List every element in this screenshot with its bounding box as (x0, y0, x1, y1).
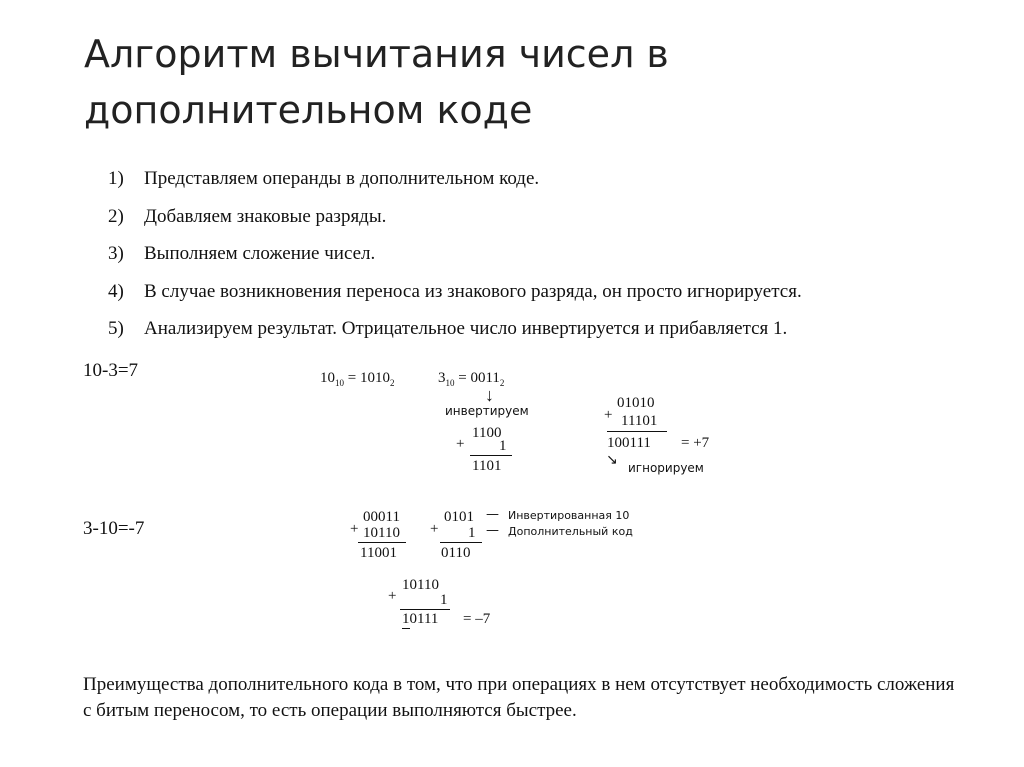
final-operand-a: 10110 (402, 577, 439, 593)
step-item (108, 310, 802, 348)
conv1-binary: = 1010 (347, 370, 390, 386)
sum-operand-a: 00011 (363, 509, 400, 525)
step-item (108, 235, 802, 273)
step-item (108, 273, 802, 311)
inverted-ten: 0101 (444, 509, 474, 525)
step-item (108, 198, 802, 236)
sum-result: 11001 (360, 545, 397, 561)
example-2-expression: 3-10=-7 (83, 518, 145, 539)
step-text: Выполняем сложение чисел. (144, 243, 376, 264)
step-number: 1) (108, 168, 124, 189)
final-result: 10111 (402, 611, 439, 627)
conclusion-text: Преимущества дополнительного кода в том, что при операциях в нем отсутствует необходимость сложения с битым переносом, то есть операции выполняются быстрее. (83, 674, 955, 721)
conv2-binary: = 0011 (458, 370, 500, 386)
sum-line (440, 542, 482, 543)
ignore-label: игнорируем (628, 461, 704, 475)
conv2-number: 3 (438, 370, 446, 386)
step-number: 5) (108, 318, 124, 339)
add-one: 1 (499, 438, 507, 454)
label-dash: — (486, 523, 499, 538)
plus-sign: + (430, 521, 439, 537)
sum-operand-b: 10110 (363, 525, 400, 541)
step-number: 2) (108, 205, 124, 227)
plus-sign: + (350, 521, 359, 537)
sum-operand-a: 01010 (617, 395, 655, 411)
sum-line (400, 609, 450, 610)
step-text: Представляем операнды в дополнительном коде. (144, 168, 540, 189)
discarded-bit-underline (402, 628, 410, 629)
conv1-sub: 2 (389, 378, 395, 388)
final-add-one: 1 (440, 592, 448, 608)
algorithm-steps (108, 160, 802, 348)
label-complement: Дополнительный код (508, 525, 633, 538)
complement-result: 1101 (472, 458, 502, 474)
invert-label: инвертируем (445, 404, 529, 418)
ignore-arrow-icon: ↘ (606, 452, 618, 468)
step-item (108, 160, 802, 198)
add-one: 1 (468, 525, 476, 541)
step-number: 4) (108, 280, 124, 302)
example-1-expression: 10-3=7 (83, 360, 139, 381)
final-equals: = –7 (463, 611, 491, 627)
label-dash: — (486, 507, 499, 522)
label-inverted: Инвертированная 10 (508, 509, 630, 522)
conversion-10 (320, 371, 394, 388)
conv2-sub: 2 (499, 378, 505, 388)
plus-sign: + (456, 436, 465, 452)
conv2-base: 10 (445, 378, 455, 388)
inverted-value: 1100 (472, 425, 502, 441)
conversion-3 (438, 371, 504, 388)
step-text: В случае возникновения переноса из знакового разряда, он просто игнорируется. (144, 280, 802, 302)
sum-line (470, 455, 512, 456)
sum-equals: = +7 (681, 435, 710, 451)
sum-result: 100111 (607, 435, 651, 451)
conv1-base: 10 (335, 378, 344, 388)
down-arrow-icon: ↓ (485, 385, 494, 405)
sum-operand-b: 11101 (621, 413, 658, 429)
plus-sign: + (604, 407, 613, 423)
step-text: Добавляем знаковые разряды. (144, 205, 387, 227)
plus-sign: + (388, 588, 397, 604)
conv1-number: 10 (320, 370, 335, 386)
slide-title: Алгоритм вычитания чисел в дополнительном коде (84, 32, 669, 132)
sum-line (358, 542, 406, 543)
sum-line (607, 431, 667, 432)
step-text: Анализируем результат. Отрицательное число инвертируется и прибавляется 1. (144, 318, 788, 339)
step-number: 3) (108, 243, 124, 264)
complement-result: 0110 (441, 545, 471, 561)
